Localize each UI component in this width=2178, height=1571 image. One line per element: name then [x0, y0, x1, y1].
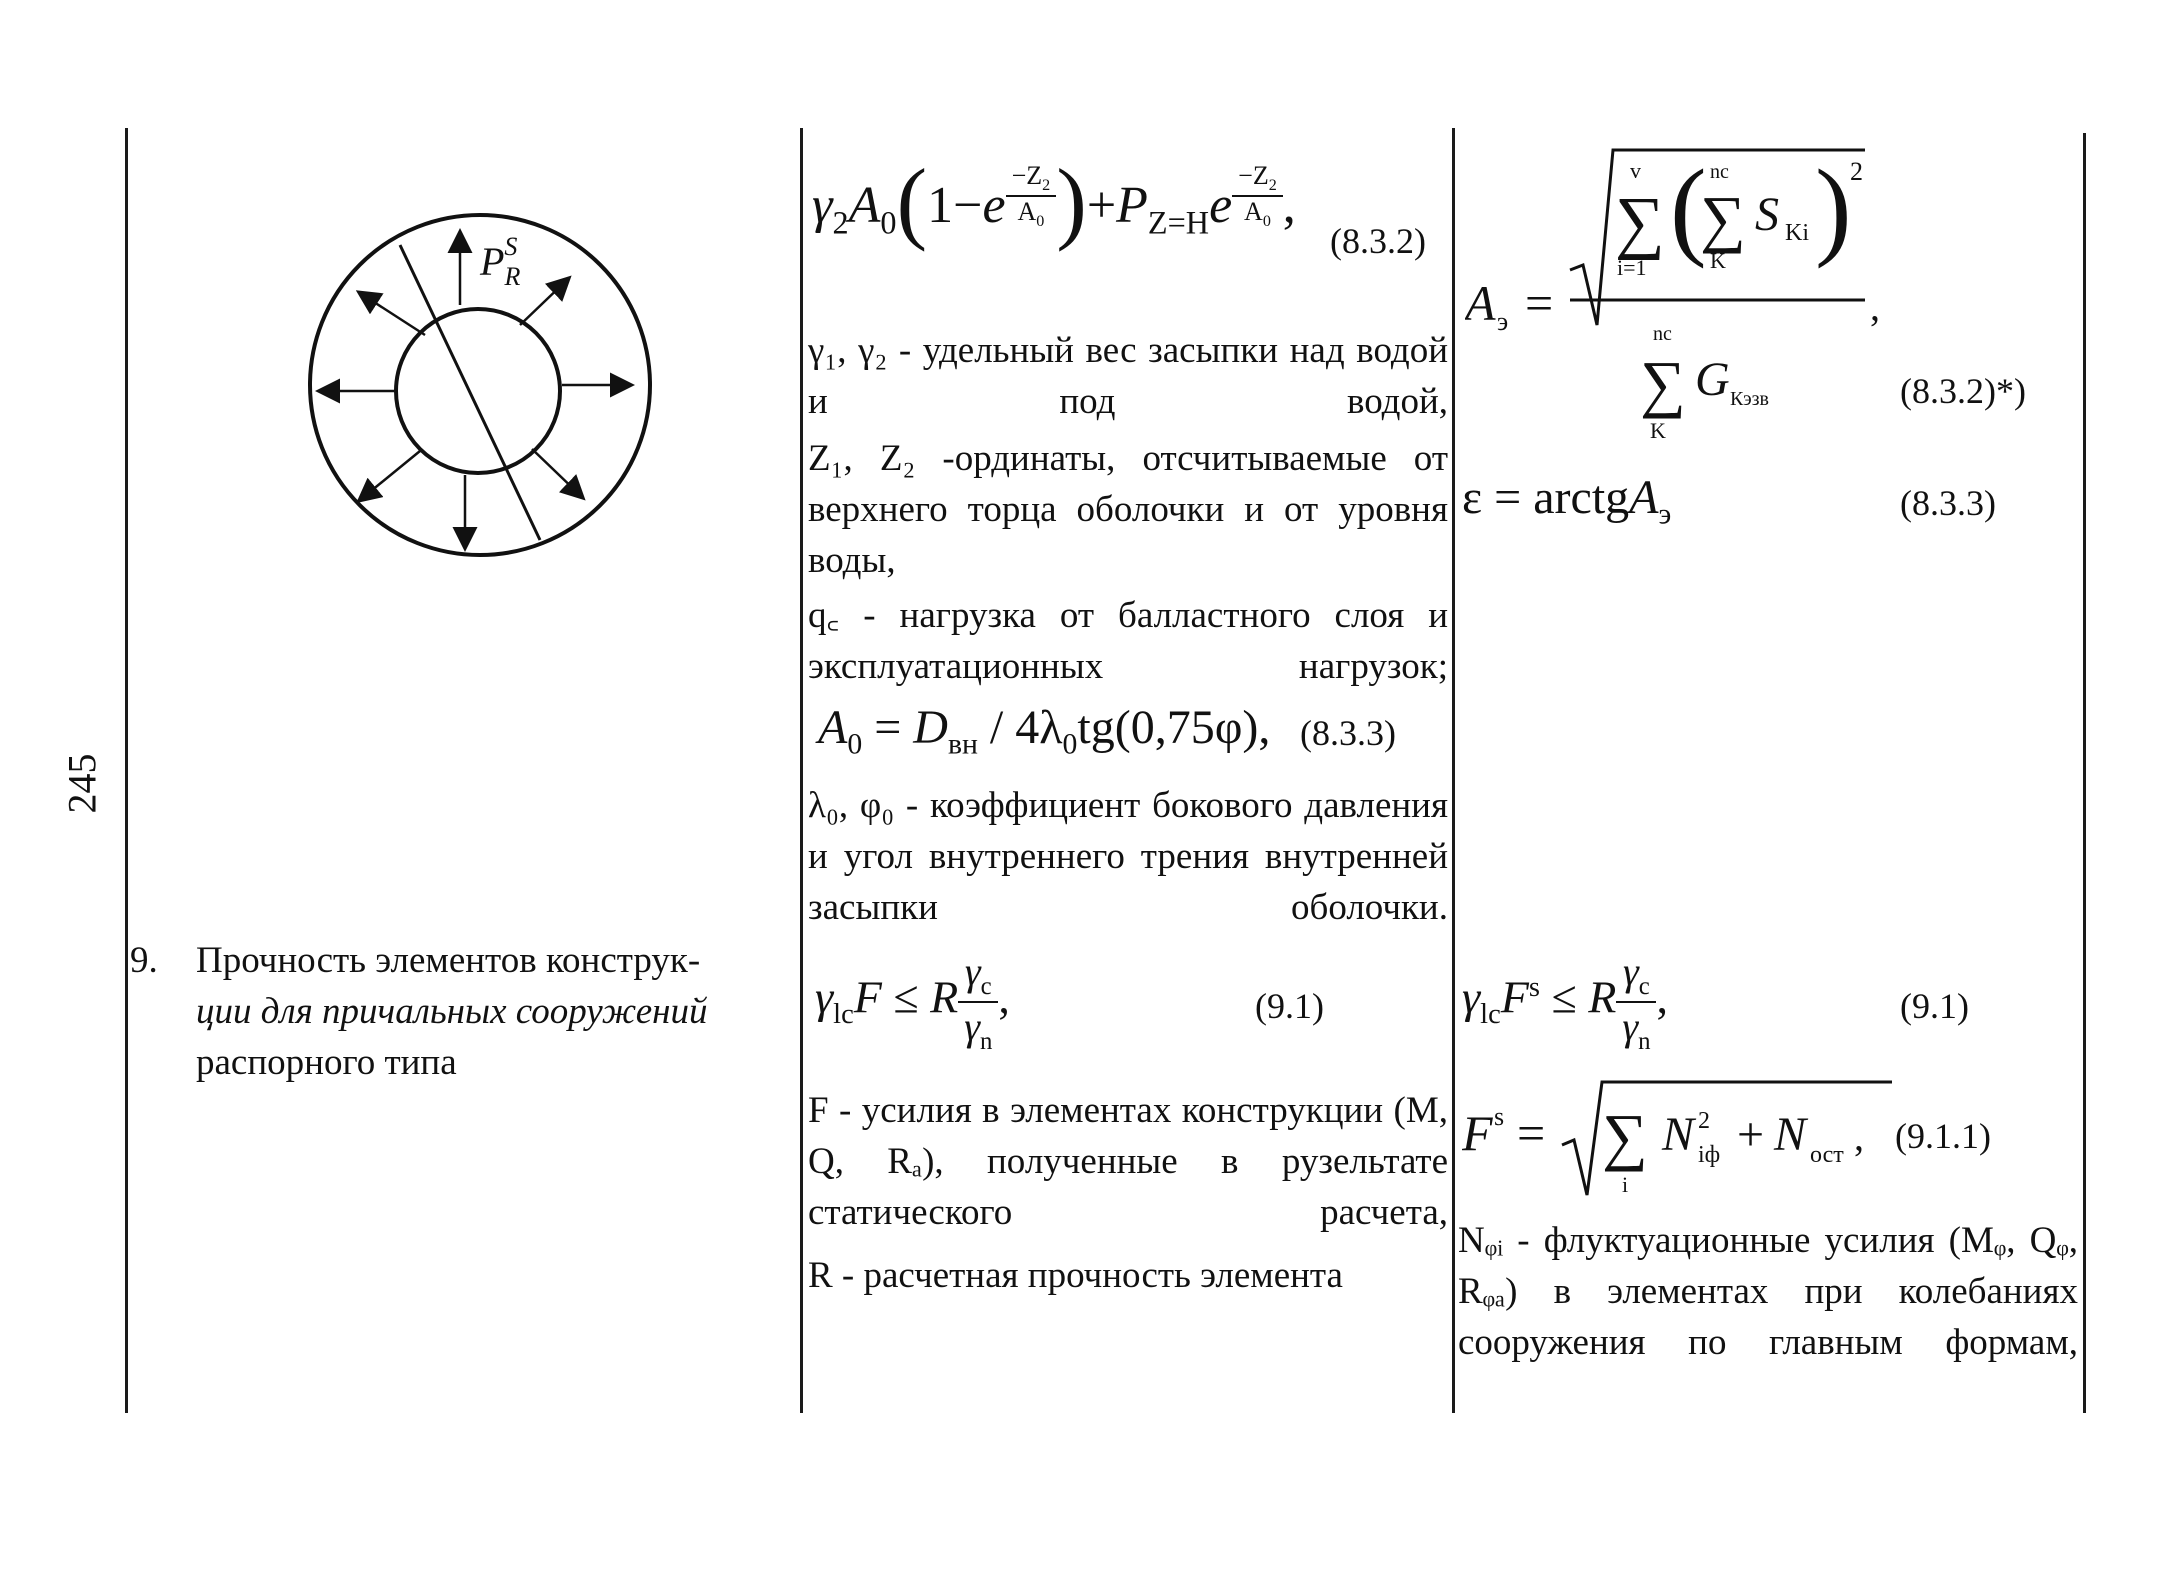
formula-8-3-2: $\gamma_2A_0(1-e$ $^{\frac{-Z_2}{A_0}}$ )$+P_{Z=H}e$ $^{\frac{-Z_2}{A_0}}$ ,: [812, 150, 1296, 252]
formula-8-3-3-col2-number: (8.3.3): [1300, 713, 1396, 753]
svg-text:+: +: [1737, 1108, 1765, 1161]
formula-9-1-col3: $\gamma_{lc}F^s \le R$ $\frac{\gamma_c}{\gamma_n}$ ,: [1462, 949, 1668, 1055]
formula-9-1-col3-number: (9.1): [1900, 986, 1969, 1026]
svg-text:(: (: [1670, 147, 1707, 269]
row9-number: 9.: [130, 940, 158, 981]
svg-text:=: =: [1517, 1105, 1546, 1161]
svg-text:ост: ост: [1810, 1142, 1844, 1168]
svg-text:nc: nc: [1653, 323, 1672, 345]
formula-9-1-1-number: (9.1.1): [1895, 1116, 1991, 1156]
svg-text:G: G: [1695, 353, 1730, 406]
formula-9-1-col2: $\gamma_{lc}F \le R$ $\frac{\gamma_c}{\gamma_n}$ ,: [815, 949, 1010, 1055]
svg-text:v: v: [1630, 158, 1641, 183]
formula-8-3-2-star: [1465, 140, 1885, 450]
formula-9-1-1: [1462, 1070, 1892, 1200]
svg-text:i=1: i=1: [1617, 255, 1647, 280]
svg-text:K: K: [1650, 418, 1666, 443]
svg-text:∑: ∑: [1615, 184, 1665, 261]
svg-text:Кэзв: Кэзв: [1730, 388, 1770, 410]
q-description: q꜀ - нагрузка от балластного слоя и эксплуатационных нагрузок;: [808, 595, 1448, 687]
svg-text:N: N: [1662, 1108, 1695, 1161]
arrow-bottom-right: [532, 449, 582, 497]
svg-text:=: =: [1525, 275, 1554, 331]
svg-text:,: ,: [1854, 1114, 1864, 1159]
svg-text:S: S: [1755, 188, 1779, 241]
table-divider-1: [800, 128, 803, 1413]
r-description: R - расчетная прочность элемента: [808, 1255, 1343, 1296]
n-description: Nᵩᵢ - флуктуационные усилия (Mᵩ, Qᵩ, Rᵩₐ) в элементах при колебаниях сооружения по главным формам,: [1458, 1220, 2078, 1363]
svg-text:∑: ∑: [1602, 1101, 1648, 1172]
shell-pressure-diagram: [300, 195, 670, 575]
formula-9-1-col2-number: (9.1): [1255, 986, 1324, 1026]
row9-title-line3: распорного типа: [196, 1042, 457, 1083]
svg-text:s: s: [1494, 1102, 1505, 1131]
row9-title-line1: Прочность элементов конструк-: [196, 940, 701, 981]
svg-text:iф: iф: [1698, 1142, 1721, 1168]
formula-8-3-3-col3: ε = arctgA$_э$: [1462, 471, 1672, 531]
svg-text:,: ,: [1870, 284, 1880, 329]
table-left-border: [125, 128, 128, 1413]
svg-text:∑: ∑: [1640, 348, 1686, 419]
table-divider-2: [1452, 128, 1455, 1413]
formula-8-3-2-number: (8.3.2): [1330, 221, 1426, 261]
svg-text:F: F: [1462, 1105, 1493, 1161]
svg-text:2: 2: [1698, 1108, 1710, 1134]
formula-8-3-3-col2: $A_0 = D_{вн} / 4\lambda_0tg(0,75\varphi)$,: [818, 701, 1271, 761]
f-description: F - усилия в элементах конструкции (M, Q, Rₐ), полученные в рузельтате статического расчета,: [808, 1090, 1448, 1233]
formula-8-3-2-star-number: (8.3.2)*): [1900, 371, 2026, 411]
svg-text:э: э: [1497, 307, 1509, 336]
z-description: Z₁, Z₂ -ординаты, отсчитываемые от верхнего торца оболочки и от уровня воды,: [808, 438, 1448, 581]
svg-text:nc: nc: [1710, 161, 1729, 183]
arrow-bottom-left: [360, 451, 420, 500]
formula-8-3-3-col3-number: (8.3.3): [1900, 483, 1996, 523]
pressure-label: $P_RS$: [480, 232, 521, 291]
page-number: 245: [59, 753, 105, 814]
svg-text:Ki: Ki: [1785, 220, 1809, 246]
arrow-top-right: [520, 279, 568, 325]
arrow-top-left: [360, 293, 425, 335]
svg-text:∑: ∑: [1700, 183, 1746, 254]
row9-title-line2: ции для причальных сооружений: [196, 991, 708, 1032]
table-right-border: [2083, 133, 2086, 1413]
svg-text:A: A: [1465, 275, 1496, 331]
svg-text:N: N: [1774, 1108, 1807, 1161]
svg-text:i: i: [1622, 1172, 1629, 1197]
svg-text:K: K: [1710, 248, 1726, 273]
gamma-description: γ₁, γ₂ - удельный вес засыпки над водой и под водой,: [808, 330, 1448, 422]
lambda-description: λ₀, φ₀ - коэффициент бокового давления и угол внутреннего трения внутренней засыпки оболочки.: [808, 785, 1448, 928]
svg-text:): ): [1815, 147, 1852, 269]
svg-text:2: 2: [1850, 157, 1863, 186]
